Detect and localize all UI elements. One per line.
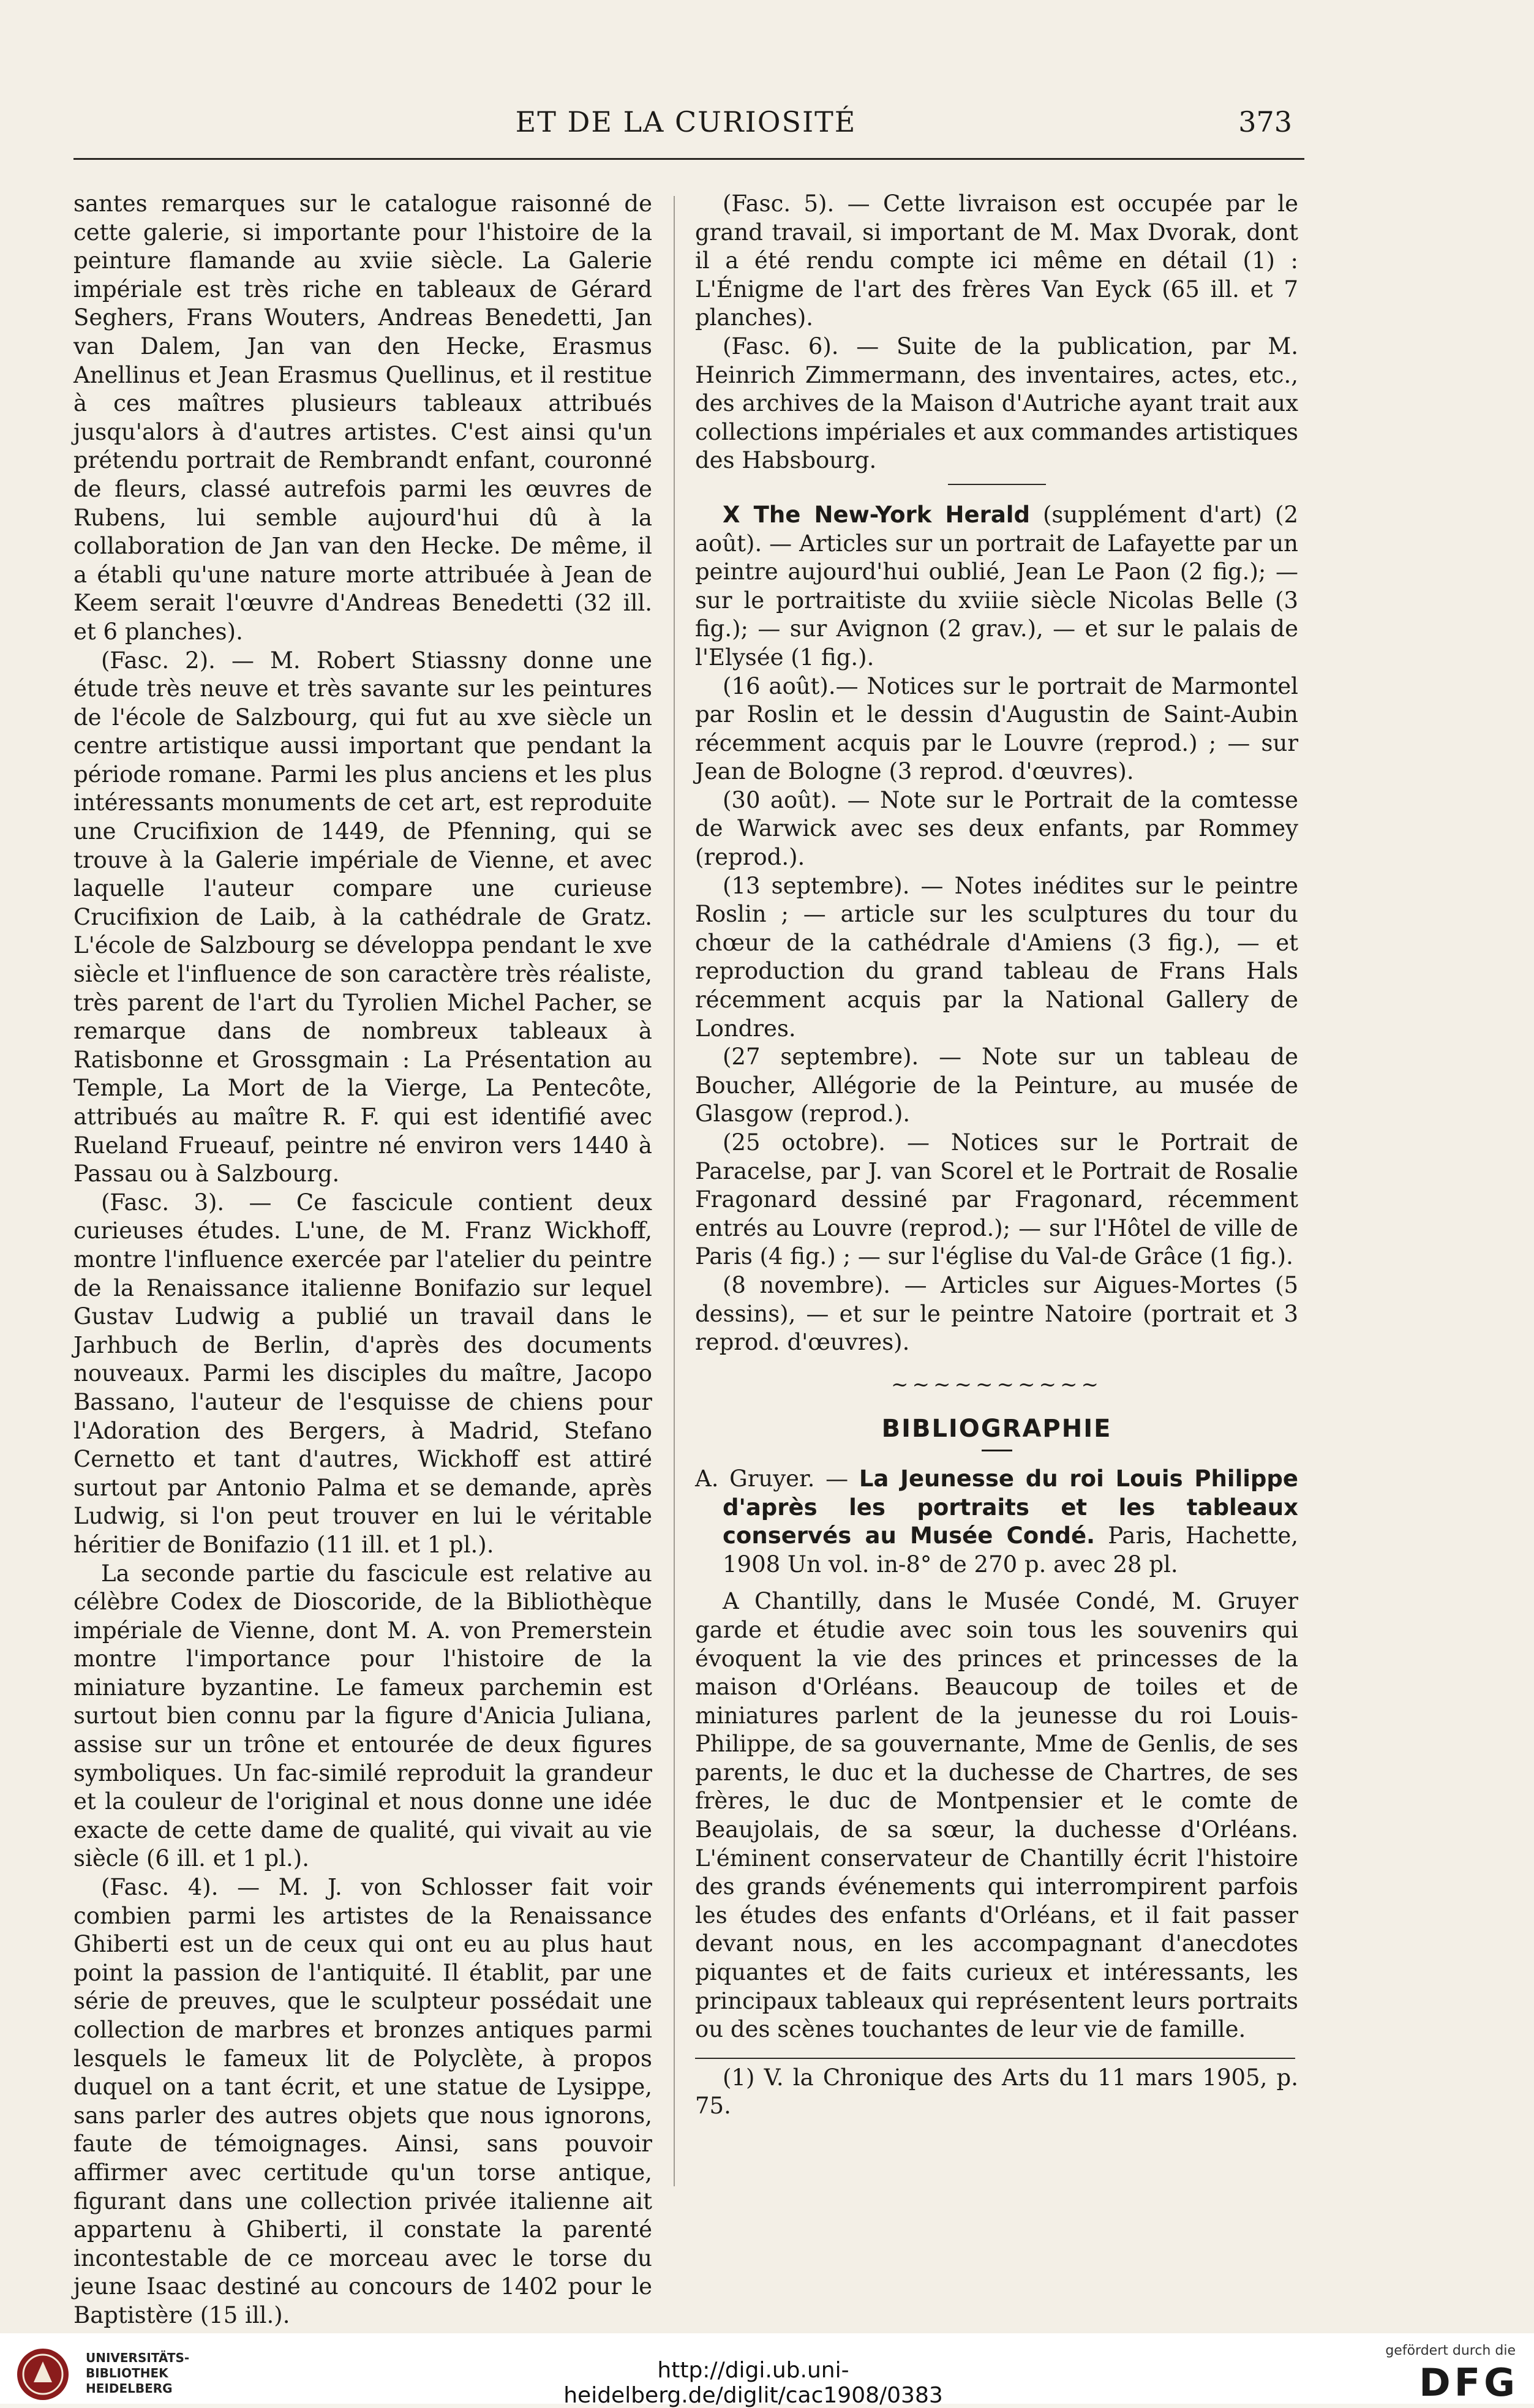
herald-heading: X The New-York Herald bbox=[723, 501, 1030, 528]
right-column bbox=[695, 190, 1298, 2121]
paragraph: (Fasc. 4). — M. J. von Schlosser fait voir combien parmi les artistes de la Renaissance Ghiberti est un de ceux qui ont eu au plus haut point la passion de l'antiquité. Il établit, par une série de preuves, que le sculpteur possédait une collection de marbres et bronzes antiques parmi lesquels le fameux lit de Polyclète, à propos duquel on a tant écrit, et une statue de Lysippe, sans parler des autres objets que nous ignorons, faute de témoignages. Ainsi, sans pouvoir affirmer avec certitude qu'un torse antique, figurant dans une collection privée italienne ait appartenu à Ghiberti, il constate la parenté incontestable de ce morceau avec le torse du jeune Isaac destiné au concours de 1402 pour le Baptistère (15 ill.). bbox=[73, 1874, 652, 2328]
section-title: BIBLIOGRAPHIE bbox=[881, 1415, 1112, 1443]
permalink-url[interactable]: http://digi.ub.uni-heidelberg.de/diglit/cac1908/0383 bbox=[563, 2358, 943, 2408]
paragraph: (13 septembre). — Notes inédites sur le peintre Roslin ; — article sur les sculptures du tour du chœur de la cathédrale d'Amiens (3 fig.), — et reproduction du grand tableau de Frans Hals récemment acquis par la National Gallery de Londres. bbox=[695, 872, 1298, 1042]
bib-imprint: Paris, Hachette, 1908 Un vol. in-8° de 270 p. avec 28 pl. bbox=[723, 1522, 1298, 1578]
footer-bar bbox=[0, 2333, 1534, 2408]
bib-title: La Jeunesse du roi Louis Philippe d'après les portraits et les tableaux conservés au Musée Condé. bbox=[723, 1465, 1298, 1549]
herald-paragraph bbox=[695, 501, 1298, 672]
running-header bbox=[67, 105, 1304, 148]
herald-first-text: (supplément d'art) (2 août). — Articles sur un portrait de Lafayette par un peintre aujourd'hui oublié, Jean Le Paon (2 fig.); — sur le portraitiste du xviiie siècle Nicolas Belle (3 fig.); — sur Avignon (2 grav.), — et sur le palais de l'Elysée (1 fig.). bbox=[695, 501, 1298, 671]
page-number: 373 bbox=[1238, 105, 1292, 138]
sponsor-label: gefördert durch die bbox=[1385, 2343, 1516, 2358]
institution-name: UNIVERSITÄTS- BIBLIOTHEK HEIDELBERG bbox=[86, 2350, 190, 2396]
paragraph: La seconde partie du fascicule est relative au célèbre Codex de Dioscoride, de la Bibliothèque impériale de Vienne, dont M. A. von Premerstein montre l'importance pour l'histoire de la miniature byzantine. Le fameux parchemin est surtout bien connu par la figure d'Anicia Juliana, assise sur un trône et entourée de deux figures symboliques. Un fac-similé reproduit la grandeur et la couleur de l'original et nous donne une idée exacte de cette dame de qualité, qui vivait au vie siècle (6 ill. et 1 pl.). bbox=[73, 1560, 652, 1872]
footnote-rule bbox=[695, 2058, 1295, 2059]
footnote: (1) V. la Chronique des Arts du 11 mars 1905, p. 75. bbox=[695, 2064, 1298, 2120]
section-separator bbox=[948, 484, 1046, 485]
bib-author: A. Gruyer. — bbox=[695, 1465, 849, 1492]
paragraph: (Fasc. 6). — Suite de la publication, par M. Heinrich Zimmermann, des inventaires, actes, etc., des archives de la Maison d'Autriche ayant trait aux collections impériales et aux commandes artistiques des Habsbourg. bbox=[695, 333, 1298, 474]
university-seal-icon bbox=[15, 2347, 70, 2402]
column-divider bbox=[674, 196, 675, 2186]
paragraph: (Fasc. 2). — M. Robert Stiassny donne une étude très neuve et très savante sur les peintures de l'école de Salzbourg, qui fut au xve siècle un centre artistique aussi important que pendant la période romane. Parmi les plus anciens et les plus intéressants monuments de cet art, est reproduite une Crucifixion de 1449, de Pfenning, qui se trouve à la Galerie impériale de Vienne, et avec laquelle l'auteur compare une curieuse Crucifixion de Laib, à la cathédrale de Gratz. L'école de Salzbourg se développa pendant le xve siècle et l'influence de son caractère très réaliste, très parent de l'art du Tyrolien Michel Pacher, se remarque dans de nombreux tableaux à Ratisbonne et Grossgmain : La Présentation au Temple, La Mort de la Vierge, La Pentecôte, attribués au maître R. F. qui est identifié avec Rueland Frueauf, peintre né environ vers 1440 à Passau ou à Salzbourg. bbox=[73, 647, 652, 1187]
paragraph: (27 septembre). — Note sur un tableau de Boucher, Allégorie de la Peinture, au musée de Glasgow (reprod.). bbox=[695, 1044, 1298, 1127]
running-title: ET DE LA CURIOSITÉ bbox=[515, 105, 857, 138]
paragraph: (Fasc. 3). — Ce fascicule contient deux curieuses études. L'une, de M. Franz Wickhoff, montre l'influence exercée par l'atelier du peintre de la Renaissance italienne Bonifazio sur lequel Gustav Ludwig a publié un travail dans le Jarhbuch de Berlin, d'après des documents nouveaux. Parmi les disciples du maître, Jacopo Bassano, l'auteur de l'esquisse de chiens pour l'Adoration des Bergers, à Madrid, Stefano Cernetto et tant d'autres, Wickhoff est attiré surtout par Antonio Palma et se demande, après Ludwig, si l'on peut trouver en lui le véritable héritier de Bonifazio (11 ill. et 1 pl.). bbox=[73, 1189, 652, 1558]
bibliography-entry bbox=[695, 1465, 1298, 1579]
paragraph: (8 novembre). — Articles sur Aigues-Mortes (5 dessins), — et sur le peintre Natoire (portrait et 3 reprod. d'œuvres). bbox=[695, 1271, 1298, 1356]
ornament-divider: ~~~~~~~~~~ bbox=[891, 1372, 1102, 1397]
dfg-logo: DFG bbox=[1419, 2360, 1519, 2405]
header-rule bbox=[73, 158, 1304, 160]
paragraph: santes remarques sur le catalogue raisonné de cette galerie, si importante pour l'histoire de la peinture flamande au xviie siècle. La Galerie impériale est très riche en tableaux de Gérard Seghers, Frans Wouters, Andreas Benedetti, Jan van Dalem, Jan van den Hecke, Erasmus Anellinus et Jean Erasmus Quellinus, et il restitue à ces maîtres plusieurs tableaux attribués jusqu'alors à d'autres artistes. C'est ainsi qu'un prétendu portrait de Rembrandt enfant, couronné de fleurs, classé autrefois parmi les œuvres de Rubens, lui semble aujourd'hui dû à la collaboration de Jan van den Hecke. De même, il a établi qu'une nature morte attribuée à Jean de Keem serait l'œuvre d'Andreas Benedetti (32 ill. et 6 planches). bbox=[73, 190, 652, 645]
paragraph: (16 août).— Notices sur le portrait de Marmontel par Roslin et le dessin d'Augustin de Saint-Aubin récemment acquis par le Louvre (reprod.) ; — sur Jean de Bologne (3 reprod. d'œuvres). bbox=[695, 672, 1298, 785]
title-dash bbox=[982, 1450, 1012, 1451]
paragraph: (25 octobre). — Notices sur le Portrait de Paracelse, par J. van Scorel et le Portrait de Rosalie Fragonard dessiné par Fragonard, récemment entrés au Louvre (reprod.); — sur l'Hôtel de ville de Paris (4 fig.) ; — sur l'église du Val-de Grâce (1 fig.). bbox=[695, 1129, 1298, 1270]
paragraph: (Fasc. 5). — Cette livraison est occupée par le grand travail, si important de M. Max Dvorak, dont il a été rendu compte ici même en détail (1) : L'Énigme de l'art des frères Van Eyck (65 ill. et 7 planches). bbox=[695, 190, 1298, 331]
left-column bbox=[73, 190, 652, 2330]
review-paragraph: A Chantilly, dans le Musée Condé, M. Gruyer garde et étudie avec soin tous les souvenirs qui évoquent la vie des princes et princesses de la maison d'Orléans. Beaucoup de toiles et de miniatures parlent de la jeunesse du roi Louis-Philippe, de sa gouvernante, Mme de Genlis, de ses parents, le duc et la duchesse de Chartres, de ses frères, le duc de Montpensier et le comte de Beaujolais, de sa sœur, la duchesse d'Orléans. L'éminent conservateur de Chantilly écrit l'histoire des grands événements qui interrompirent parfois les études des enfants d'Orléans, et il fait passer devant nous, en les accompagnant d'anecdotes piquantes et de faits curieux et intéressants, les principaux tableaux qui représentent leurs portraits ou des scènes touchantes de leur vie de famille. bbox=[695, 1588, 1298, 2043]
paragraph: (30 août). — Note sur le Portrait de la comtesse de Warwick avec ses deux enfants, par Rommey (reprod.). bbox=[695, 786, 1298, 871]
